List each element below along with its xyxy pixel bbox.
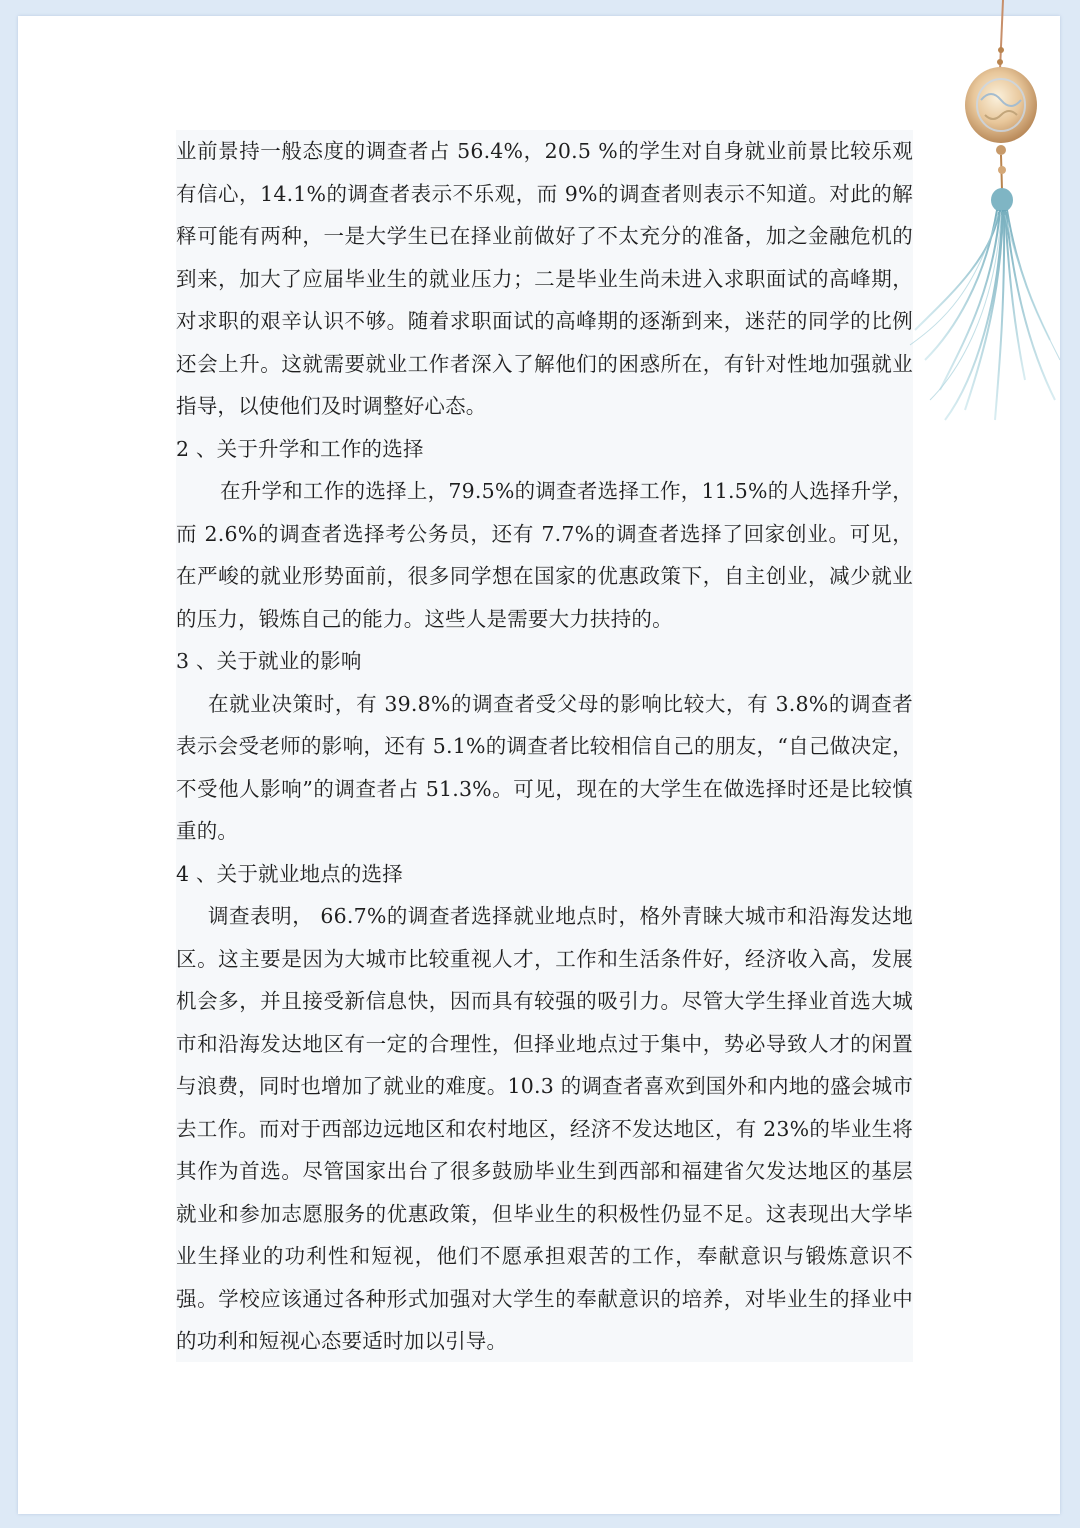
paragraph-study-vs-work: 在升学和工作的选择上，79.5%的调查者选择工作，11.5%的人选择升学，而 2.6%的调查者选择考公务员，还有 7.7%的调查者选择了回家创业。可见，在严峻的就业形势面前，很多同学想在国家的优惠政策下，自主创业，减少就业的压力，锻炼自己的能力。这些人是需要大力扶持的。 [176,479,913,631]
paragraph-employment-location: 调查表明， 66.7%的调查者选择就业地点时，格外青睐大城市和沿海发达地区。这主要是因为大城市比较重视人才，工作和生活条件好，经济收入高，发展机会多，并且接受新信息快，因而具有较强的吸引力。尽管大学生择业首选大城市和沿海发达地区有一定的合理性，但择业地点过于集中，势必导致人才的闲置与浪费，同时也增加了就业的难度。10.3 的调查者喜欢到国外和内地的盛会城市去工作。而对于西部边远地区和农村地区，经济不发达地区，有 23%的毕业生将其作为首选。尽管国家出台了很多鼓励毕业生到西部和福建省欠发达地区的基层就业和参加志愿服务的优惠政策，但毕业生的积极性仍显不足。这表现出大学毕业生择业的功利性和短视，他们不愿承担艰苦的工作，奉献意识与锻炼意识不强。学校应该通过各种形式加强对大学生的奉献意识的培养，对毕业生的择业中的功利和短视心态要适时加以引导。 [176,904,913,1353]
paragraph-employment-influence: 在就业决策时，有 39.8%的调查者受父母的影响比较大，有 3.8%的调查者表示会受老师的影响，还有 5.1%的调查者比较相信自己的朋友，“自己做决定，不受他人影响”的调查者占 51.3%。可见，现在的大学生在做选择时还是比较慎重的。 [176,691,913,843]
document-body [176,130,913,1362]
section-heading-4: 4 、关于就业地点的选择 [176,861,403,886]
tassel-ornament-icon [905,0,1065,440]
section-heading-2: 2 、关于升学和工作的选择 [176,436,424,461]
paragraph-employment-outlook: 业前景持一般态度的调查者占 56.4%，20.5 %的学生对自身就业前景比较乐观有信心，14.1%的调查者表示不乐观，而 9%的调查者则表示不知道。对此的解释可能有两种，一是大学生已在择业前做好了不太充分的准备，加之金融危机的到来，加大了应届毕业生的就业压力；二是毕业生尚未进入求职面试的高峰期，对求职的艰辛认识不够。随着求职面试的高峰期的逐渐到来，迷茫的同学的比例还会上升。这就需要就业工作者深入了解他们的困惑所在，有针对性地加强就业指导，以使他们及时调整好心态。 [176,139,913,418]
section-heading-3: 3 、关于就业的影响 [176,649,362,673]
